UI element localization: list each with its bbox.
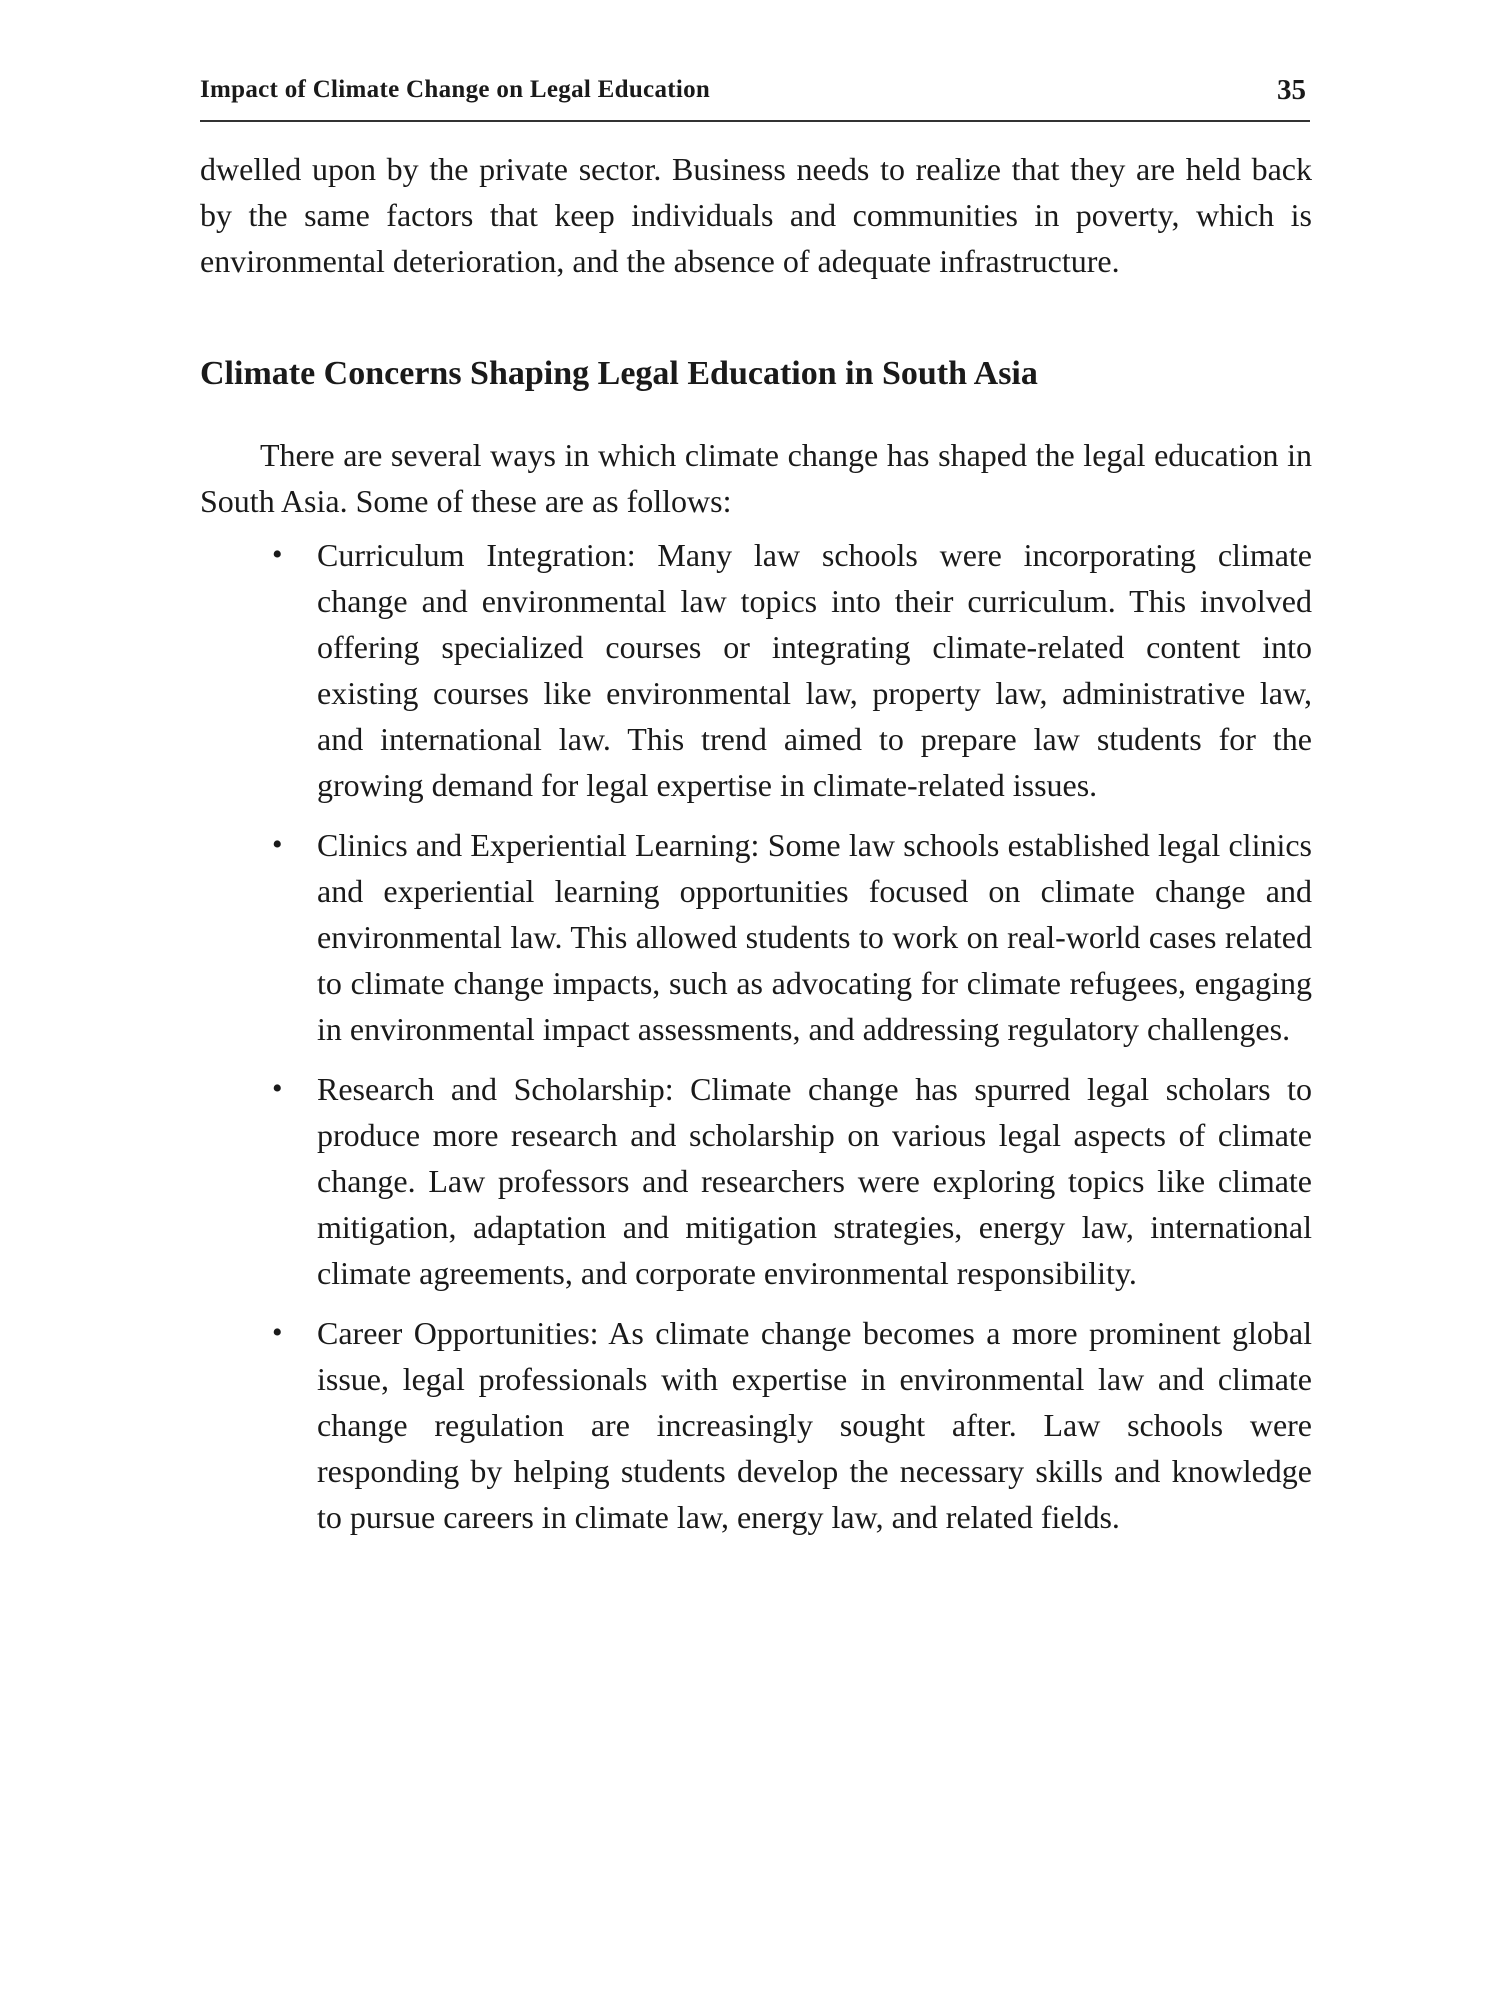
list-item [200,1066,1312,1296]
list-item-text: Clinics and Experiential Learning: Some law schools established legal clinics and experiential learning opportunities focused on climate change and environmental law. This allowed students to work on real-world cases related to climate change impacts, such as advocating for climate refugees, engaging in environmental impact assessments, and addressing regulatory challenges. [317,827,1312,1047]
bullet-icon: • [272,1072,283,1105]
continuation-paragraph: dwelled upon by the private sector. Business needs to realize that they are held back by the same factors that keep individuals and communities in poverty, which is environmental deterioration, and the absence of adequate infrastructure. [200,151,1312,279]
list-item [200,1310,1312,1540]
list-item-text: Curriculum Integration: Many law schools were incorporating climate change and environmental law topics into their curriculum. This involved offering specialized courses or integrating climate-related content into existing courses like environmental law, property law, administrative law, and international law. This trend aimed to prepare law students for the growing demand for legal expertise in climate-related issues. [317,537,1312,803]
list-item [200,822,1312,1052]
bullet-icon: • [272,828,283,861]
section-heading: Climate Concerns Shaping Legal Education in South Asia [200,355,1038,392]
bullet-icon: • [272,1316,283,1349]
running-header [200,76,1312,116]
running-title: Impact of Climate Change on Legal Education [200,76,711,103]
bullet-list [200,532,1312,1554]
bullet-icon: • [272,538,283,571]
list-item-text: Career Opportunities: As climate change becomes a more prominent global issue, legal professionals with expertise in environmental law and climate change regulation are increasingly sought after. Law schools were responding by helping students develop the necessary skills and knowledge to pursue careers in climate law, energy law, and related fields. [317,1315,1312,1535]
header-rule [200,120,1310,122]
list-item [200,532,1312,808]
section-intro: There are several ways in which climate change has shaped the legal education in South Asia. Some of these are as follows: [200,437,1312,519]
page-number: 35 [1277,74,1306,106]
list-item-text: Research and Scholarship: Climate change has spurred legal scholars to produce more research and scholarship on various legal aspects of climate change. Law professors and researchers were exploring topics like climate mitigation, adaptation and mitigation strategies, energy law, international climate agreements, and corporate environmental responsibility. [317,1071,1312,1291]
